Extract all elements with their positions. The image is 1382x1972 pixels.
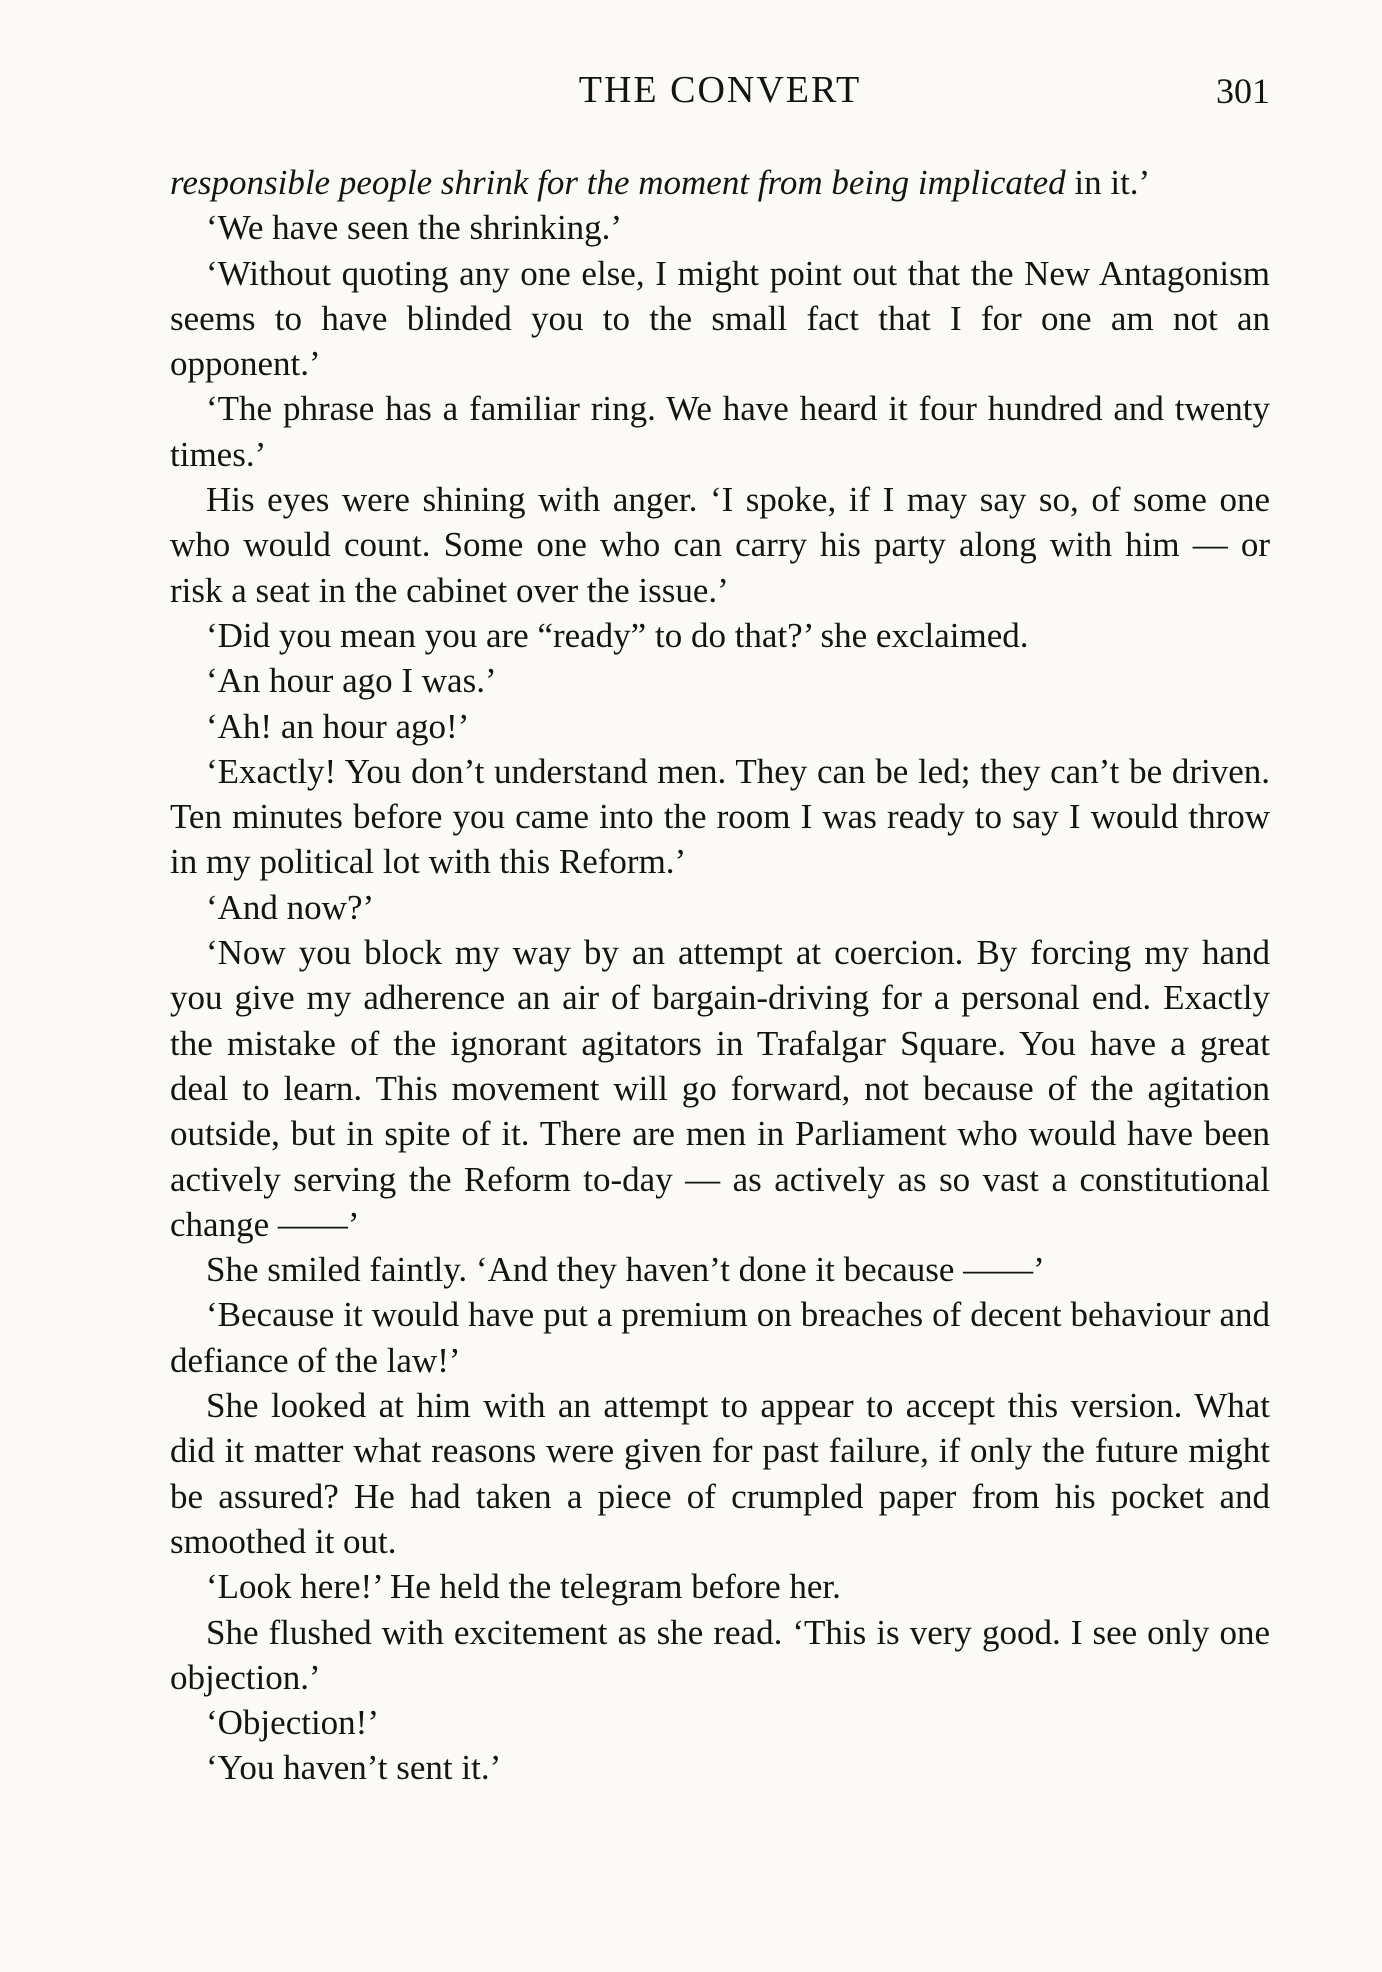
paragraph-5: His eyes were shining with anger. ‘I spoke, if I may say so, of some one who would count. Some one who can carry his party along with him — or risk a seat in the cabinet over the issue.’ (170, 480, 1270, 610)
paragraph-4: ‘The phrase has a familiar ring. We have heard it four hundred and twenty times.’ (170, 389, 1270, 474)
paragraph-13: ‘Because it would have put a premium on breaches of decent behaviour and defiance of the law!’ (170, 1295, 1270, 1380)
paragraph-2: ‘We have seen the shrinking.’ (206, 208, 623, 248)
paragraph-9: ‘Exactly! You don’t understand men. They can be led; they can’t be driven. Ten minutes before you came into the room I was ready to say I would throw in my political lot with this Reform.’ (170, 751, 1270, 882)
paragraph-15: ‘Look here!’ He held the telegram before her. (206, 1567, 841, 1607)
paragraph-8: ‘Ah! an hour ago!’ (206, 706, 470, 746)
paragraph-6: ‘Did you mean you are “ready” to do that?’ she exclaimed. (206, 615, 1029, 655)
paragraph-12: She smiled faintly. ‘And they haven’t done it because ——’ (206, 1250, 1045, 1290)
paragraph-7: ‘An hour ago I was.’ (206, 661, 497, 701)
paragraph-11: ‘Now you block my way by an attempt at coercion. By forcing my hand you give my adherence an air of bargain-driving for a personal end. Exactly the mistake of the ignorant agitators in Trafalgar Square. You have a great deal to learn. This movement will go forward, not because of the agitation outside, but in spite of it. There are men in Parliament who would have been actively serving the Reform to-day — as actively as so vast a constitutional change ——’ (170, 933, 1270, 1244)
paragraph-18: ‘You haven’t sent it.’ (206, 1748, 502, 1788)
paragraph-1-italic: responsible people shrink for the moment from being implicated (170, 163, 1066, 202)
paragraph-1-rest: in it.’ (1065, 163, 1151, 202)
paragraph-3: ‘Without quoting any one else, I might point out that the New Antagonism seems to have blinded you to the small fact that I for one am not an opponent.’ (170, 253, 1270, 384)
running-title: THE CONVERT (578, 69, 862, 111)
page-header (170, 66, 1270, 126)
paragraph-10: ‘And now?’ (206, 887, 375, 927)
paragraph-1 (170, 160, 1270, 205)
page-number: 301 (1216, 71, 1270, 111)
paragraph-17: ‘Objection!’ (206, 1703, 379, 1743)
body-text (170, 160, 1270, 1791)
paragraph-16: She flushed with excitement as she read. ‘This is very good. I see only one objection.’ (170, 1612, 1270, 1697)
paragraph-14: She looked at him with an attempt to appear to accept this version. What did it matter what reasons were given for past failure, if only the future might be assured? He had taken a piece of crumpled paper from his pocket and smoothed it out. (170, 1386, 1270, 1561)
